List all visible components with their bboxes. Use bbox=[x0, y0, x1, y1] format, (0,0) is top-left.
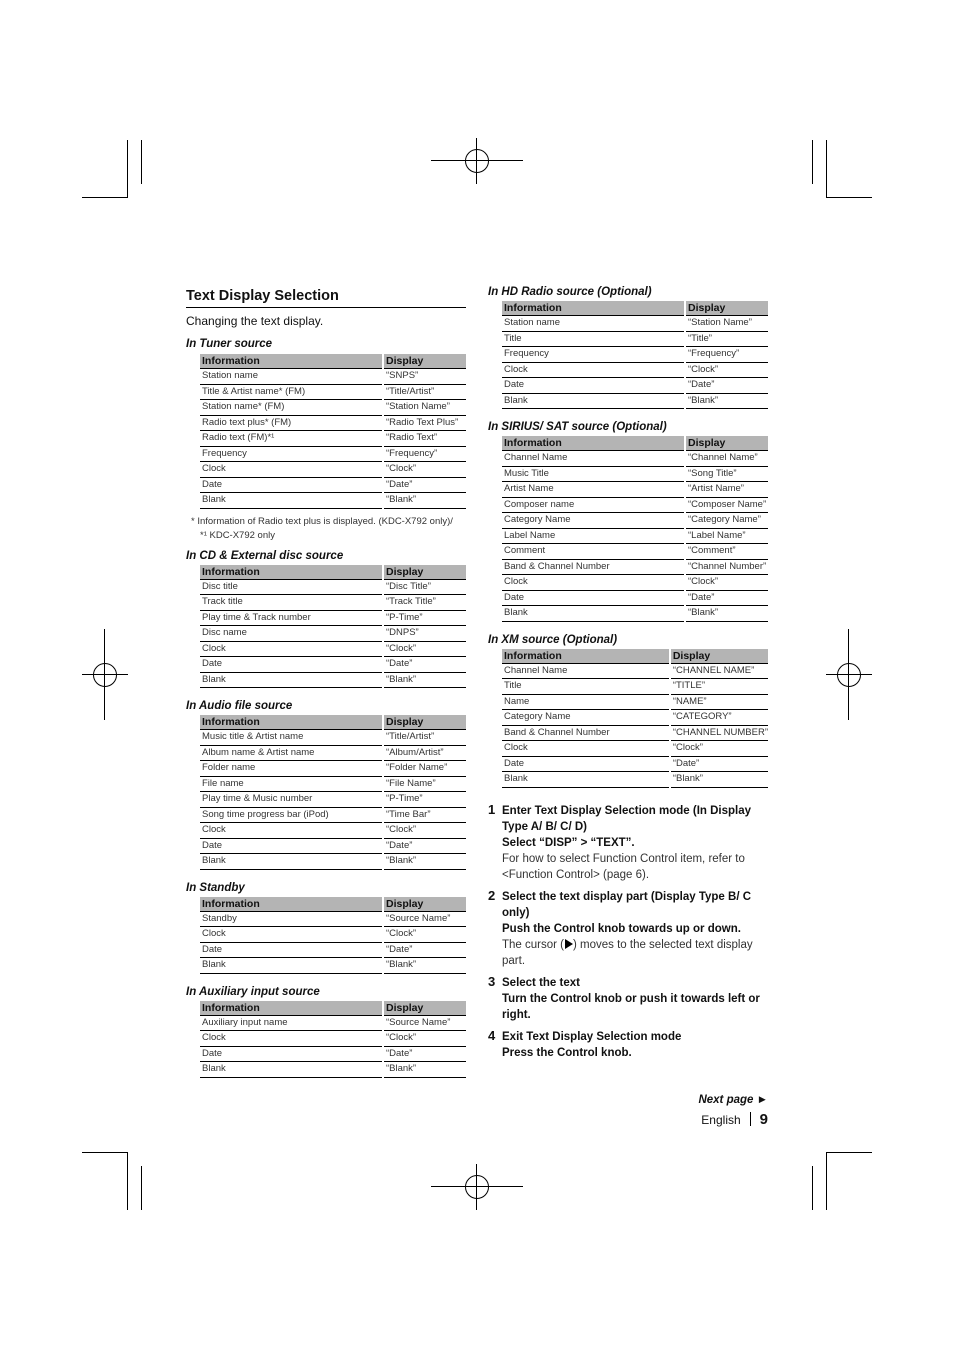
information-cell: Play time & Track number bbox=[200, 610, 383, 626]
information-cell: Clock bbox=[502, 575, 685, 591]
table-row bbox=[502, 544, 768, 560]
hd-heading: In HD Radio source (Optional) bbox=[488, 286, 652, 298]
display-cell: “Clock” bbox=[685, 362, 768, 378]
display-cell: “File Name” bbox=[383, 776, 466, 792]
information-cell: Music Title bbox=[502, 466, 685, 482]
information-cell: Clock bbox=[200, 462, 383, 478]
table-row bbox=[502, 316, 768, 332]
header-display: Display bbox=[383, 354, 466, 369]
step-heading: Select the text display part (Display Type B/ C only) bbox=[502, 890, 752, 919]
xm-table bbox=[502, 649, 768, 788]
header-information: Information bbox=[502, 436, 685, 451]
display-cell: “DNPS” bbox=[383, 626, 466, 642]
table-row bbox=[200, 657, 466, 673]
display-cell: “Blank” bbox=[383, 672, 466, 688]
step-3 bbox=[488, 975, 768, 1023]
table-row bbox=[502, 590, 768, 606]
header-display: Display bbox=[670, 649, 768, 664]
display-cell: “Album/Artist” bbox=[383, 745, 466, 761]
display-cell: “Clock” bbox=[670, 741, 768, 757]
display-cell: “Blank” bbox=[685, 393, 768, 409]
information-cell: Date bbox=[200, 838, 383, 854]
display-cell: “Date” bbox=[383, 477, 466, 493]
crop-mark bbox=[127, 1152, 128, 1210]
display-cell: “Title/Artist” bbox=[383, 384, 466, 400]
table-row bbox=[502, 772, 768, 788]
information-cell: Blank bbox=[200, 493, 383, 509]
header-information: Information bbox=[200, 354, 383, 369]
information-cell: Date bbox=[502, 378, 685, 394]
table-row bbox=[200, 641, 466, 657]
information-cell: Date bbox=[502, 756, 670, 772]
display-cell: “Folder Name” bbox=[383, 761, 466, 777]
information-cell: Composer name bbox=[502, 497, 685, 513]
display-cell: “Date” bbox=[383, 942, 466, 958]
step-action: Press the Control knob. bbox=[502, 1046, 632, 1059]
display-cell: “Date” bbox=[685, 378, 768, 394]
information-cell: Disc title bbox=[200, 579, 383, 595]
display-cell: “Blank” bbox=[383, 493, 466, 509]
tuner-heading: In Tuner source bbox=[186, 338, 273, 350]
information-cell: Category Name bbox=[502, 710, 670, 726]
registration-mark-line bbox=[104, 629, 105, 720]
crop-mark bbox=[812, 140, 813, 184]
table-row bbox=[200, 626, 466, 642]
information-cell: Frequency bbox=[200, 446, 383, 462]
table-row bbox=[200, 745, 466, 761]
section-title: Text Display Selection bbox=[186, 288, 466, 308]
table-row bbox=[502, 679, 768, 695]
header-information: Information bbox=[502, 301, 685, 316]
display-cell: “SNPS” bbox=[383, 369, 466, 385]
information-cell: Band & Channel Number bbox=[502, 559, 685, 575]
aux-heading: In Auxiliary input source bbox=[186, 985, 320, 998]
information-cell: Title bbox=[502, 679, 670, 695]
header-display: Display bbox=[383, 565, 466, 580]
registration-mark-line bbox=[848, 629, 849, 720]
registration-mark-line bbox=[476, 1164, 477, 1210]
information-cell: Date bbox=[200, 1046, 383, 1062]
table-row bbox=[502, 378, 768, 394]
registration-mark-icon bbox=[837, 663, 861, 687]
display-cell: “Channel Name” bbox=[685, 451, 768, 467]
language-label: English bbox=[701, 1113, 741, 1127]
table-row bbox=[502, 466, 768, 482]
step-action: Push the Control knob towards up or down. bbox=[502, 922, 741, 935]
information-cell: Artist Name bbox=[502, 482, 685, 498]
table-row bbox=[200, 415, 466, 431]
crop-mark bbox=[812, 1166, 813, 1210]
display-cell: “Station Name” bbox=[685, 316, 768, 332]
display-cell: “Title” bbox=[685, 331, 768, 347]
registration-mark-icon bbox=[465, 1175, 489, 1199]
display-cell: “Blank” bbox=[383, 1062, 466, 1078]
sirius-heading: In SIRIUS/ SAT source (Optional) bbox=[488, 421, 667, 433]
table-row bbox=[502, 710, 768, 726]
step-note-pre: The cursor ( bbox=[502, 938, 564, 951]
header-information: Information bbox=[200, 715, 383, 730]
table-row bbox=[200, 776, 466, 792]
information-cell: Blank bbox=[200, 958, 383, 974]
information-cell: Channel Name bbox=[502, 663, 670, 679]
step-4 bbox=[488, 1029, 768, 1061]
audio-table bbox=[200, 715, 466, 870]
table-row bbox=[200, 958, 466, 974]
step-number: 3 bbox=[488, 973, 496, 989]
table-row bbox=[200, 911, 466, 927]
step-heading: Select the text bbox=[502, 976, 580, 989]
table-row bbox=[200, 610, 466, 626]
information-cell: Standby bbox=[200, 911, 383, 927]
display-cell: “Blank” bbox=[685, 606, 768, 622]
registration-mark-line bbox=[431, 1186, 523, 1187]
information-cell: Album name & Artist name bbox=[200, 745, 383, 761]
table-row bbox=[502, 606, 768, 622]
information-cell: Date bbox=[502, 590, 685, 606]
table-row bbox=[200, 579, 466, 595]
table-row bbox=[502, 756, 768, 772]
registration-mark-line bbox=[826, 674, 872, 675]
table-row bbox=[200, 838, 466, 854]
display-cell: “CHANNEL NUMBER” bbox=[670, 725, 768, 741]
information-cell: Station name* (FM) bbox=[200, 400, 383, 416]
table-row bbox=[200, 384, 466, 400]
table-row bbox=[502, 725, 768, 741]
table-row bbox=[200, 854, 466, 870]
cd-table bbox=[200, 565, 466, 689]
display-cell: “Disc Title” bbox=[383, 579, 466, 595]
table-row bbox=[200, 1015, 466, 1031]
display-cell: “Clock” bbox=[383, 1031, 466, 1047]
table-row bbox=[200, 807, 466, 823]
information-cell: Clock bbox=[200, 823, 383, 839]
step-number: 4 bbox=[488, 1027, 496, 1043]
display-cell: “NAME” bbox=[670, 694, 768, 710]
crop-mark bbox=[82, 197, 128, 198]
information-cell: Station name bbox=[200, 369, 383, 385]
step-note-post: ) moves to the selected text display part. bbox=[502, 938, 753, 967]
page-footer bbox=[660, 1111, 768, 1128]
audio-heading: In Audio file source bbox=[186, 700, 293, 712]
table-row bbox=[502, 513, 768, 529]
crop-mark bbox=[826, 140, 827, 197]
table-row bbox=[502, 393, 768, 409]
header-display: Display bbox=[685, 301, 768, 316]
registration-mark-line bbox=[82, 674, 128, 675]
next-page-link: Next page ► bbox=[698, 1094, 768, 1106]
display-cell: “Label Name” bbox=[685, 528, 768, 544]
registration-mark-icon bbox=[93, 663, 117, 687]
information-cell: Date bbox=[200, 942, 383, 958]
cursor-triangle-icon bbox=[564, 939, 573, 949]
display-cell: “Composer Name” bbox=[685, 497, 768, 513]
information-cell: Name bbox=[502, 694, 670, 710]
display-cell: “Time Bar” bbox=[383, 807, 466, 823]
hd-table bbox=[502, 301, 768, 409]
footer-separator bbox=[750, 1112, 751, 1126]
table-row bbox=[502, 694, 768, 710]
table-row bbox=[200, 400, 466, 416]
information-cell: Category Name bbox=[502, 513, 685, 529]
header-information: Information bbox=[502, 649, 670, 664]
right-column bbox=[488, 286, 768, 1061]
left-column bbox=[186, 288, 466, 1078]
table-row bbox=[200, 477, 466, 493]
table-row bbox=[502, 497, 768, 513]
display-cell: “Comment” bbox=[685, 544, 768, 560]
display-cell: “Date” bbox=[670, 756, 768, 772]
xm-heading: In XM source (Optional) bbox=[488, 633, 618, 646]
information-cell: Date bbox=[200, 657, 383, 673]
display-cell: “Track Title” bbox=[383, 595, 466, 611]
table-row bbox=[200, 493, 466, 509]
display-cell: “P-Time” bbox=[383, 792, 466, 808]
table-row bbox=[200, 672, 466, 688]
display-cell: “Source Name” bbox=[383, 911, 466, 927]
information-cell: Track title bbox=[200, 595, 383, 611]
display-cell: “Blank” bbox=[383, 958, 466, 974]
information-cell: Date bbox=[200, 477, 383, 493]
information-cell: Title & Artist name* (FM) bbox=[200, 384, 383, 400]
step-action: Select “DISP” > “TEXT”. bbox=[502, 836, 635, 849]
display-cell: “Source Name” bbox=[383, 1015, 466, 1031]
table-row bbox=[502, 559, 768, 575]
header-information: Information bbox=[200, 897, 383, 912]
information-cell: File name bbox=[200, 776, 383, 792]
standby-heading: In Standby bbox=[186, 881, 245, 894]
display-cell: “Clock” bbox=[685, 575, 768, 591]
display-cell: “Song Title” bbox=[685, 466, 768, 482]
table-row bbox=[502, 331, 768, 347]
crop-mark bbox=[127, 140, 128, 197]
intro-text: Changing the text display. bbox=[186, 314, 324, 328]
information-cell: Band & Channel Number bbox=[502, 725, 670, 741]
display-cell: “Blank” bbox=[383, 854, 466, 870]
standby-table bbox=[200, 897, 466, 974]
information-cell: Frequency bbox=[502, 347, 685, 363]
information-cell: Clock bbox=[502, 741, 670, 757]
information-cell: Auxiliary input name bbox=[200, 1015, 383, 1031]
table-row bbox=[502, 362, 768, 378]
display-cell: “Clock” bbox=[383, 823, 466, 839]
table-row bbox=[502, 347, 768, 363]
display-cell: “Frequency” bbox=[383, 446, 466, 462]
information-cell: Play time & Music number bbox=[200, 792, 383, 808]
sirius-table bbox=[502, 436, 768, 622]
table-row bbox=[200, 446, 466, 462]
crop-mark bbox=[141, 1166, 142, 1210]
step-1 bbox=[488, 803, 768, 883]
table-row bbox=[200, 1031, 466, 1047]
display-cell: “Date” bbox=[685, 590, 768, 606]
header-information: Information bbox=[200, 1001, 383, 1016]
header-display: Display bbox=[383, 1001, 466, 1016]
information-cell: Music title & Artist name bbox=[200, 730, 383, 746]
information-cell: Blank bbox=[200, 854, 383, 870]
step-note bbox=[502, 937, 768, 969]
information-cell: Clock bbox=[200, 927, 383, 943]
table-row bbox=[200, 927, 466, 943]
table-row bbox=[200, 462, 466, 478]
table-row bbox=[200, 1046, 466, 1062]
table-row bbox=[200, 1062, 466, 1078]
information-cell: Blank bbox=[200, 1062, 383, 1078]
step-heading: Enter Text Display Selection mode (In Display Type A/ B/ C/ D) bbox=[502, 804, 752, 833]
header-display: Display bbox=[685, 436, 768, 451]
display-cell: “Category Name” bbox=[685, 513, 768, 529]
registration-mark-line bbox=[476, 138, 477, 184]
display-cell: “Radio Text Plus” bbox=[383, 415, 466, 431]
header-information: Information bbox=[200, 565, 383, 580]
crop-mark bbox=[826, 1152, 872, 1153]
table-row bbox=[200, 823, 466, 839]
display-cell: “Date” bbox=[383, 1046, 466, 1062]
step-note: For how to select Function Control item, refer to <Function Control> (page 6). bbox=[502, 852, 745, 881]
display-cell: “CATEGORY” bbox=[670, 710, 768, 726]
information-cell: Radio text plus* (FM) bbox=[200, 415, 383, 431]
tuner-table bbox=[200, 354, 466, 509]
step-action: Turn the Control knob or push it towards left or right. bbox=[502, 992, 760, 1021]
display-cell: “Clock” bbox=[383, 927, 466, 943]
information-cell: Disc name bbox=[200, 626, 383, 642]
information-cell: Blank bbox=[502, 393, 685, 409]
display-cell: “Blank” bbox=[670, 772, 768, 788]
table-row bbox=[502, 528, 768, 544]
information-cell: Channel Name bbox=[502, 451, 685, 467]
display-cell: “Title/Artist” bbox=[383, 730, 466, 746]
header-display: Display bbox=[383, 715, 466, 730]
information-cell: Label Name bbox=[502, 528, 685, 544]
information-cell: Clock bbox=[502, 362, 685, 378]
display-cell: “Channel Number” bbox=[685, 559, 768, 575]
step-heading: Exit Text Display Selection mode bbox=[502, 1030, 682, 1043]
information-cell: Clock bbox=[200, 1031, 383, 1047]
display-cell: “Frequency” bbox=[685, 347, 768, 363]
display-cell: “Radio Text” bbox=[383, 431, 466, 447]
table-row bbox=[502, 451, 768, 467]
information-cell: Folder name bbox=[200, 761, 383, 777]
crop-mark bbox=[82, 1152, 128, 1153]
page-number: 9 bbox=[759, 1111, 768, 1128]
information-cell: Blank bbox=[200, 672, 383, 688]
information-cell: Title bbox=[502, 331, 685, 347]
display-cell: “Clock” bbox=[383, 641, 466, 657]
display-cell: “TITLE” bbox=[670, 679, 768, 695]
table-row bbox=[200, 595, 466, 611]
display-cell: “CHANNEL NAME” bbox=[670, 663, 768, 679]
information-cell: Clock bbox=[200, 641, 383, 657]
aux-table bbox=[200, 1001, 466, 1078]
table-row bbox=[200, 761, 466, 777]
display-cell: “Station Name” bbox=[383, 400, 466, 416]
display-cell: “Date” bbox=[383, 838, 466, 854]
table-row bbox=[200, 369, 466, 385]
table-row bbox=[200, 730, 466, 746]
cd-heading: In CD & External disc source bbox=[186, 549, 344, 562]
table-row bbox=[502, 663, 768, 679]
table-row bbox=[502, 575, 768, 591]
crop-mark bbox=[141, 140, 142, 184]
display-cell: “Date” bbox=[383, 657, 466, 673]
information-cell: Blank bbox=[502, 606, 685, 622]
table-row bbox=[200, 431, 466, 447]
table-row bbox=[502, 482, 768, 498]
information-cell: Blank bbox=[502, 772, 670, 788]
information-cell: Station name bbox=[502, 316, 685, 332]
crop-mark bbox=[826, 197, 872, 198]
step-2 bbox=[488, 889, 768, 969]
tuner-footnote: * Information of Radio text plus is displayed. (KDC-X792 only)/ *¹ KDC-X792 only bbox=[191, 515, 453, 541]
registration-mark-line bbox=[431, 160, 523, 161]
step-number: 1 bbox=[488, 801, 496, 817]
table-row bbox=[200, 792, 466, 808]
table-row bbox=[502, 741, 768, 757]
header-display: Display bbox=[383, 897, 466, 912]
registration-mark-icon bbox=[465, 149, 489, 173]
display-cell: “Clock” bbox=[383, 462, 466, 478]
information-cell: Comment bbox=[502, 544, 685, 560]
information-cell: Song time progress bar (iPod) bbox=[200, 807, 383, 823]
display-cell: “P-Time” bbox=[383, 610, 466, 626]
step-number: 2 bbox=[488, 887, 496, 903]
table-row bbox=[200, 942, 466, 958]
display-cell: “Artist Name” bbox=[685, 482, 768, 498]
information-cell: Radio text (FM)*¹ bbox=[200, 431, 383, 447]
crop-mark bbox=[826, 1152, 827, 1210]
